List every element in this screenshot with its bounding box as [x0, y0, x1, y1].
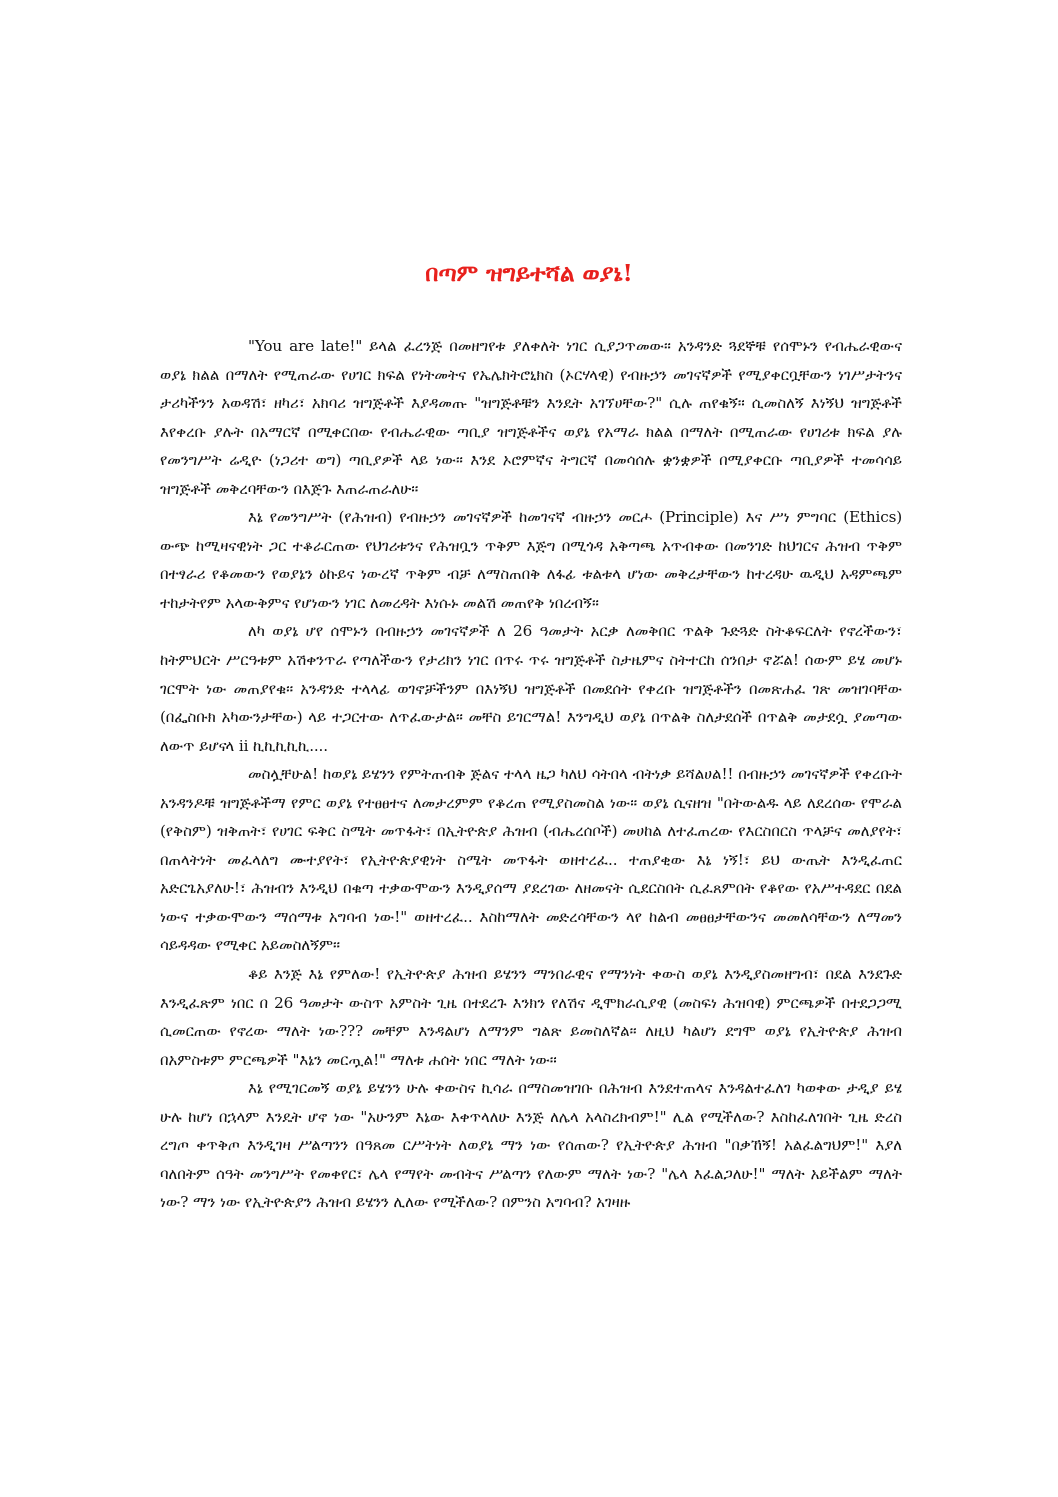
paragraph: "You are late!" ይላል ፈረንጅ በመዘግየቱ ያለቀለት ነገር ሲያጋጥመው፡፡ አንዳንድ ጓደኞቹ የሰሞኑን የብሔራዊውና ወያኔ ክልል በማለት የሚጠራው የሀገር ክፍል የነትመትና የኤሌክትሮኒክስ (ኦርሃላዊ) የብዙኃን መገናኛዎች የሚያቀርቧቸውን ነገሥታትንና ታሪካችንን አወዳሽ፣ ዘካሪ፣ አክባሪ ዝግጅቶች እያዳመጡ "ዝግጅቶቹን እንዴት አገኘሀቸው?" ሲሉ ጠየቁኝ፡፡ ሲመስለኝ እነኝህ ዝግጅቶች እየቀረቡ ያሉት በአማርኛ በሚቀርበው የብሔራዊው ጣቢያ ዝግጅቶችና ወያኔ የአማራ ክልል በማለት በሚጠራው የሀገሪቱ ክፍል ያሉ የመንግሥት ሬዲዮ (ነጋሪተ ወግ) ጣቢያዎች ላይ ነው፡፡ እንደ ኦሮምኛና ትግርኛ በመሳሰሉ ቋንቋዎች በሚያቀርቡ ጣቢያዎች ተመሳሳይ ዝግጅቶች መቅረባቸውን በእጅጉ እጠራጠራለሁ፡፡: [160, 337, 902, 498]
paragraph: እኔ የመንግሥት (የሕዝብ) የብዙኃን መገናኛዎች ከመገናኛ ብዙኃን መርሖ (Principle) እና ሥነ ምግባር (Ethics) ውጭ ከሚዛናዊነት ጋር ተቆራርጠው የህገሪቱንና የሕዝቧን ጥቅም እጅግ በሚጎዳ አቅጣጫ አጥብቀው በመንገድ ከህገርና ሕዝብ ጥቅም በተፃራሪ የቆመውን የወያኔን ዕኩይና ነውረኛ ጥቅም ብቻ ለማስጠበቅ ለፋፊ ቱልቱላ ሆነው መቅረታቸውን ከተረዳሁ ዉዲህ አዳምጫም ተከታትየም አላውቅምና የሆነውን ነገር ለመረዳት እነሱኑ መልሽ መጠየቅ ነበረብኝ፡፡: [160, 508, 902, 612]
document-body: [160, 332, 902, 1217]
paragraph: ለካ ወያኔ ሆየ ሰሞኑን በብዙኃን መገናኛዎች ለ 26 ዓመታት አርቃ ለመቅበር ጥልቅ ጉድጓድ ስትቆፍርለት የኖረችውን፣ ከትምህርት ሥርዓቱም አሽቀንጥራ የጣለችውን የታሪክን ነገር በጥሩ ጥሩ ዝግጅቶች ስታዜምና ስትተርከ ሰንበታ ኖሯል! ሰውም ይሄ መሆኑ ገርሞት ነው መጠያየቁ፡፡ አንዳንድ ተላላፊ ወገኖቻችንም በእነኝህ ዝግጅቶች በመደሰት የቀረቡ ዝግጅቶችን በመጽሐፈ ገጽ መዝገባቸው (በፌስቡክ አካውንታቸው) ላይ ተጋርተው ለጥፈውታል፡፡ መቸስ ይገርማል! እንግዲህ ወያኔ በጥልቅ ስለታደሰች በጥልቅ መታደሷ ያመጣው ለውጥ ይሆናላ ii ኪኪኪኪኪ....: [160, 622, 902, 755]
paragraph: ቆይ እንጅ እኔ የምለው! የኢትዮጵያ ሕዝብ ይሄንን ማንበራዊና የማንነት ቀውስ ወያኔ እንዲያስመዘግብ፣ በደል እንደጉድ እንዲፈጽም ነበር በ 26 ዓመታት ውስጥ አምስት ጊዜ በተደረጉ እንክን የለሽና ዲሞክራሲያዊ (መስፍነ ሕዝባዊ) ምርጫዎች በተደጋጋሚ ሲመርጠው የኖረው ማለት ነው??? መቸም እንዳልሆነ ለማንም ግልጽ ይመስለኛል፡፡ ለዚህ ካልሆነ ደግሞ ወያኔ የኢትዮጵያ ሕዝብ በአምስቱም ምርጫዎች "እኔን መርጧል!" ማለቱ ሐሰት ነበር ማለት ነው፡፡: [160, 965, 902, 1069]
document-title: በጣም ዝግይተሻል ወያኔ!: [425, 260, 633, 287]
paragraph: እኔ የሚገርመኝ ወያኔ ይሄንን ሁሉ ቀውስና ኪሳራ በማስመዝገቡ በሕዝብ እንደተጠላና እንዳልተፈለገ ካወቀው ታዲያ ይሄ ሁሉ ከሆነ በኋላም እንዴት ሆኖ ነው "አሁንም እኔው እቀጥላለሁ እንጅ ለሌላ አላስረክብም!" ሊል የሚችለው? እስከፈለገበት ጊዜ ድረስ ረግጦ ቀጥቅጦ እንዲገዛ ሥልጣንን በዓጸመ ርሥትነት ለወያኔ ማን ነው የሰጠው? የኢትዮጵያ ሕዝብ "በቃኸኝ! አልፈልግህም!" እያለ ባለበትም ሰዓት መንግሥት የመቀየር፣ ሌላ የማየት መብትና ሥልጣን የለውም ማለት ነው? "ሌላ እፈልጋለሁ!" ማለት አይችልም ማለት ነው? ማን ነው የኢትዮጵያን ሕዝብ ይሄንን ሊለው የሚችለው? በምንስ አግባብ? አገዛዙ: [160, 1079, 902, 1212]
paragraph: መስሏቸሁል! ከወያኔ ይሄንን የምትጠብቅ ጅልና ተላላ ዜጋ ካለህ ሳትበላ ብትነቃ ይሻልሀል!! በብዙኃን መገናኛዎች የቀረቡት አንዳንዶቹ ዝግጅቶችማ የምር ወያኔ የተፀፀተና ለመታረምም የቆረጠ የሚያስመስል ነው፡፡ ወያኔ ሲናዘዝ "በትውልዱ ላይ ለደረሰው የሞራል (የቅስም) ዝቅጠት፣ የሀገር ፍቅር ስሜት መጥፋት፣ በኢትዮጵያ ሕዝብ (ብሔረሰቦች) መሀከል ለተፈጠረው የእርስበርስ ጥላቻና መለያየት፣ በጠላትነት መፈላለግ ሙተያየት፣ የኢትዮጵያዊነት ስሜት መጥፋት ወዘተረፈ.. ተጠያቂው እኔ ነኝ!፣ ይህ ውጤት እንዲፈጠር አድርጌአያለሁ!፣ ሕዝብን እንዲህ በቁጣ ተቃውሞውን እንዲያሰማ ያደረገው ለዘመናት ሲደርስበት ሲፈጸምበት የቆየው የአሥተዳደር በደል ነውና ተቃውሞውን ማሰማቱ አግባብ ነው!" ወዘተረፈ.. እስከማለት መድረሳቸውን ላየ ከልብ መፀፀታቸውንና መመለሳቸውን ለማመን ሳይዳዳው የሚቀር አይመስለኝም፡፡: [160, 765, 902, 955]
